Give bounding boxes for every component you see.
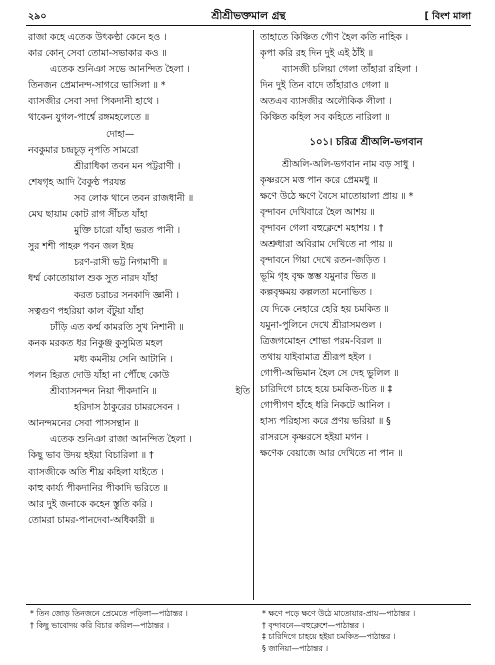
verse-line <box>28 175 250 191</box>
verse-line-text: ক্ষণেক বেয়াজে আর দেখিতে না পান ॥ <box>260 448 403 460</box>
verse-line-text: মধ্য কমনীয় সেনি আটানি । <box>74 353 173 365</box>
column-divider <box>253 30 254 600</box>
running-title: শ্রীশ্রীভক্তমাল গ্রন্থ <box>211 10 286 22</box>
verse-line <box>28 304 250 320</box>
footnote: § জানিয়া—পাঠান্তর । <box>262 643 329 653</box>
verse-line <box>260 173 472 189</box>
verse-line-text: পলন হিরত দোউ যাঁহা না পৌঁছে কোউ <box>28 369 169 381</box>
footnote-rule <box>26 604 471 605</box>
left-column <box>28 30 250 529</box>
verse-line-text: হরিদাস ঠাকুরের চামরসেবন । <box>74 402 180 414</box>
verse-line-text: কল্পবৃক্ষময় কল্পলতা মনোভিত । <box>260 287 373 299</box>
verse-line <box>28 513 250 529</box>
verse-line <box>28 207 250 223</box>
verse-line-text: মুক্তি চারো যাঁহা ভরত পানী । <box>74 225 181 237</box>
right-column-top <box>260 30 472 127</box>
verse-line <box>260 366 472 382</box>
verse-line-text: গোপী-অভিমান হৈল সে দেহ ভুলিল ॥ <box>260 367 399 379</box>
verse-line-text: ধর্ম্ম কোতোয়াল শুক সুত নারদ যাঁহা <box>28 273 158 285</box>
section-label: [ বিংশ মালা <box>424 11 471 22</box>
verse-line <box>260 414 472 430</box>
verse-line-text: রাজা কহে এতেক উৎকণ্ঠা কেনে হও । <box>28 32 167 43</box>
verse-line <box>28 336 250 352</box>
verse-line <box>260 30 472 46</box>
footnote: * ক্ষণে পড়ে ক্ষণে উঠে মাতোয়ার-প্রায়—পাঠান্তর । <box>262 609 416 618</box>
verse-line <box>260 318 472 334</box>
verse-line <box>260 334 472 350</box>
verse-line <box>28 255 250 271</box>
verse-line <box>260 62 472 78</box>
verse-line-text: কাহু কার্য্য পীকদানির পীকাদি ভরিতে ॥ <box>28 482 168 494</box>
footnotes-left <box>30 608 248 631</box>
verse-line-text: আর দুই জনাকে কহেন স্তুতি করি । <box>28 498 153 510</box>
verse-line-text: তোমরা চামর-পানদেবা-অধিকারী ॥ <box>28 514 155 526</box>
verse-line <box>28 62 250 78</box>
verse-line <box>260 94 472 110</box>
verse-line-text: আনন্দমনের সেবা পাসসন্থান ॥ <box>28 418 139 430</box>
verse-line-text: থাকেন যুগল-পার্শ্বে রঙ্গমহলেতে ॥ <box>28 112 150 124</box>
verse-line-text: সব লোক থানে তবন রাজধানী ॥ <box>74 192 194 204</box>
verse-line-end-word: ইতি <box>235 386 250 398</box>
footnote: † কিছু ভাবোদয় করি বিচার করিল—পাঠান্তর । <box>30 620 169 630</box>
verse-line-text: বৃন্দাবনে গিয়া দেখে রতন-জড়িত । <box>260 255 386 267</box>
verse-line-text: দোহা— <box>106 128 135 140</box>
verse-line <box>260 269 472 285</box>
verse-line <box>28 94 250 110</box>
verse-line <box>28 143 250 159</box>
verse-line-text: রাসরসে কৃষ্ণরসে হইয়া মগন । <box>260 432 369 444</box>
verse-line <box>28 271 250 287</box>
verse-line-text: চরণ-রাসী ভট্ট নিগমাণী ॥ <box>74 257 168 269</box>
verse-line-text: বৃন্দাবন গেলা বহুক্লেশে মহাশয় । † <box>260 223 384 235</box>
footnote: ‡ চারিদিগে চাহয়ে হইয়া চমকিত—পাঠান্তর । <box>262 632 396 641</box>
footnotes-right <box>262 608 472 654</box>
verse-line-text: ত্রিজগমোহন শোভা পরম-বিরল ॥ <box>260 335 382 347</box>
verse-line <box>260 221 472 237</box>
verse-line <box>260 237 472 253</box>
verse-line <box>28 481 250 497</box>
verse-line-text: কৃপা করি রহ দিন দুই এই ঠাঁই ॥ <box>260 48 373 60</box>
section-title: ১০১। চরিত্র শ্রীঅলি-ভগবান <box>309 136 423 148</box>
verse-line <box>260 46 472 62</box>
page-number: ২৯০ <box>28 11 47 22</box>
verse-line-text: শ্রীব্যাসনন্দন নিয়া পীকদানি ॥ <box>50 386 157 398</box>
verse-line-text: কৃষ্ণরসে মত্ত পান করে প্রেমমধু ॥ <box>260 174 378 186</box>
verse-line <box>260 157 472 173</box>
verse-line-text: ব্যাসজীকে অতি শীঘ্র কহিলা যাইতে । <box>28 466 164 478</box>
verse-line-text: এতেক শুনিঞা রাজা আনন্দিত হৈলা । <box>50 434 192 446</box>
verse-line <box>260 350 472 366</box>
verse-line <box>260 253 472 269</box>
verse-line-text: শ্রীঅলি-অলি-ভগবান নাম বড় সাধু । <box>282 158 415 170</box>
verse-line-text: কিঞ্চিত কহিল সব কহিতে নারিলা ॥ <box>260 112 390 124</box>
verse-line <box>260 78 472 94</box>
verse-line-text: চারিদিগে চাহে হয়ে চমকিত-চিত ॥ ‡ <box>260 383 393 395</box>
footnote: † বৃন্দাবনে—বহুক্লেশে—পাঠান্তর । <box>262 620 365 630</box>
verse-line-text: সুর শশী পাহরু পবন জল ইন্দ্র <box>28 241 134 253</box>
verse-line-text: যে দিকে নেহারে হেরি হয় চমকিত ॥ <box>260 303 389 315</box>
verse-line-text: ব্যাসজী চলিয়া গেলা তাঁহারা রহিলা । <box>282 64 418 76</box>
verse-line-text: যমুনা-পুলিনে দেখে শ্রীরাসমণ্ডল । <box>260 319 382 331</box>
verse-line <box>260 382 472 398</box>
verse-line-text: ক্ষণে উঠে ক্ষণে বৈসে মাতোয়ালা প্রায় ॥ * <box>260 190 414 202</box>
verse-line <box>28 384 250 400</box>
verse-line-text: কনক মরকত ধর নিকুঞ্জ কুসুমিত মহল <box>28 337 163 349</box>
verse-line-text: শেষগৃহ আদি বৈকুণ্ঠ পরযন্ত <box>28 176 126 188</box>
verse-line-text: কার কোন্ সেবা তোমা-সভাকার কও ॥ <box>28 48 167 60</box>
verse-line <box>28 352 250 368</box>
verse-line <box>260 110 472 126</box>
verse-line-text: অশ্রুধারা অবিরাম দেখিতে না পায় ॥ <box>260 239 393 251</box>
verse-line <box>28 223 250 239</box>
verse-line-text: বৃন্দাবন দেখিবারে হৈল আশয় ॥ <box>260 206 375 218</box>
verse-line <box>28 288 250 304</box>
verse-line <box>260 430 472 446</box>
verse-line-text: কিছু ভাব উদয় হইয়া বিচারিলা ॥ † <box>28 450 154 462</box>
verse-line-text: সত্বগুণ পহরিয়া কাল বঁটুয়া যাঁহা <box>28 305 144 317</box>
verse-line <box>260 285 472 301</box>
right-column-bottom <box>260 157 472 463</box>
verse-line <box>28 110 250 126</box>
verse-line-text: ব্যাসজীর সেবা সদা পিকদানী হাথে । <box>28 96 160 108</box>
verse-line <box>28 368 250 384</box>
verse-line-text: তিনজন প্রেমানন্দ-সাগরে ভাসিলা ॥ * <box>28 80 166 92</box>
verse-line-text: শ্রীরাধিকা তবন মন পট্টরাণী । <box>74 160 181 172</box>
verse-line-text: তথায় যাইবামাত্র শ্রীরূপ হইল । <box>260 351 372 363</box>
verse-line <box>28 448 250 464</box>
verse-line-text: দিন দুই তিন বাদে তাঁহারাও গেলা ॥ <box>260 80 389 92</box>
verse-line-text: গোপীগণ হাঁহে ধরি নিকটে আনিল । <box>260 400 391 412</box>
verse-line-text: নবকুমার চন্দ্রচূড় নৃপতি সামরো <box>28 144 139 156</box>
verse-line <box>260 205 472 221</box>
verse-line <box>28 320 250 336</box>
verse-line <box>28 30 250 46</box>
spacer <box>260 127 472 135</box>
verse-line <box>28 497 250 513</box>
verse-line <box>260 446 472 462</box>
verse-line <box>28 416 250 432</box>
verse-line-text: তাহাতে কিঞ্চিত গৌণ হৈল কতি নাহিক । <box>260 32 409 43</box>
verse-line <box>28 46 250 62</box>
verse-line <box>28 400 250 416</box>
verse-line-text: মেঘ ছায়াম কোট রাগ সীঁচত যাঁহা <box>28 209 148 221</box>
verse-line <box>260 398 472 414</box>
verse-line-text: করত চরাচর সনকাদি জ্ঞানী । <box>74 289 179 301</box>
verse-line-text: ভূমি গৃহ বৃক্ষ স্তম্ভ যমুনার ভিত ॥ <box>260 271 376 283</box>
verse-line <box>28 159 250 175</box>
verse-line <box>28 191 250 207</box>
verse-line <box>28 127 250 143</box>
header-rule <box>26 25 471 26</box>
verse-line <box>28 465 250 481</box>
footnote: * তিন জোড় তিনজনে প্রেমেতে পড়িলা—পাঠান্তর । <box>30 609 188 618</box>
page-header <box>26 8 471 24</box>
verse-line <box>28 432 250 448</box>
verse-line-text: ঢাঁড়ি এত কর্ম্ম কামরতি সুখ নিশানী ॥ <box>50 321 184 333</box>
verse-line <box>260 189 472 205</box>
verse-line-text: অতএব ব্যাসজীর অলৌকিক লীলা । <box>260 96 392 108</box>
verse-line <box>260 302 472 318</box>
verse-line-text: হাস্য পরিহাস্য করে প্রণয় ভরিয়া ॥ § <box>260 416 391 428</box>
verse-line <box>28 78 250 94</box>
verse-line <box>28 239 250 255</box>
right-column <box>260 30 472 462</box>
verse-line-text: এতেক শুনিঞা সভে আনন্দিত হৈলা । <box>50 64 190 76</box>
